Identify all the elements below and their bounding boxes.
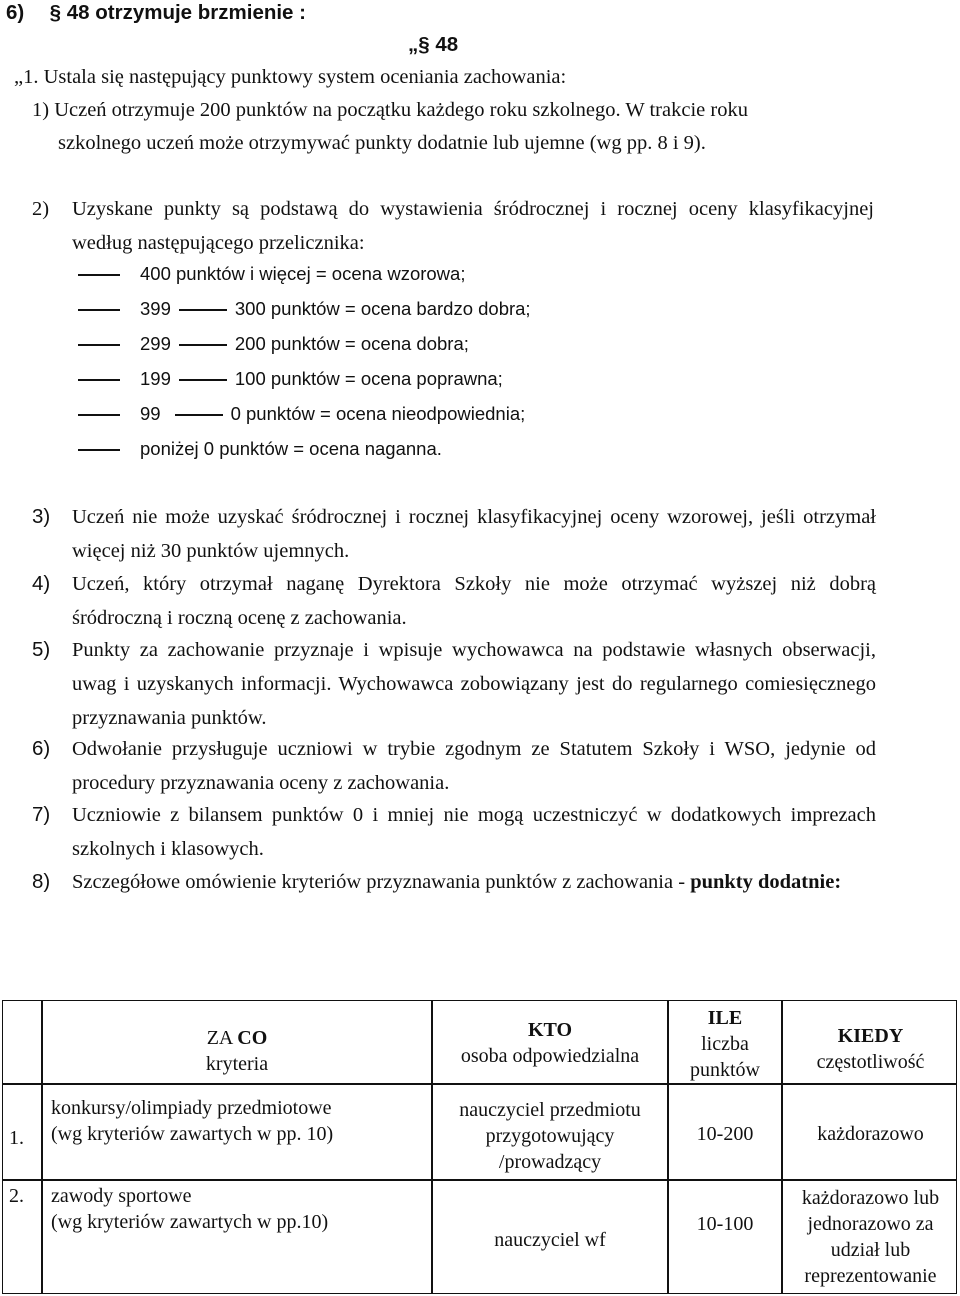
point8-text: Szczegółowe omówienie kryteriów przyznawania punktów z zachowania - punkty dodatnie: xyxy=(72,871,842,893)
intro-line: „1. Ustala się następujący punktowy system oceniania zachowania: xyxy=(14,66,567,88)
point7-text: Uczniowie z bilansem punktów 0 i mniej nie mogą uczestniczyć w dodatkowych imprezach szkolnych i klasowych. xyxy=(72,804,876,860)
scale-item-2: 399 300 punktów = ocena bardzo dobra; xyxy=(140,298,531,319)
dash-3 xyxy=(78,344,120,346)
criteria-table xyxy=(2,1000,957,1294)
point3-text: Uczeń nie może uzyskać śródrocznej i rocznej klasyfikacyjnej oceny wzorowej, jeśli otrzymał więcej niż 30 punktów ujemnych. xyxy=(72,506,876,562)
heading-section-sign: § xyxy=(49,1,62,24)
scale-item-3: 299 200 punktów = ocena dobra; xyxy=(140,333,469,354)
dash-5 xyxy=(78,414,120,416)
point6-text: Odwołanie przysługuje uczniowi w trybie zgodnym ze Statutem Szkoły i WSO, jedynie od procedury przyznawania oceny z zachowania. xyxy=(72,738,876,794)
scale-item-5: 99 0 punktów = ocena nieodpowiednia; xyxy=(140,403,526,424)
point2-number: 2) xyxy=(32,198,50,220)
heading-text: 48 otrzymuje brzmienie : xyxy=(66,1,306,24)
row2-who: nauczyciel wf xyxy=(494,1229,606,1251)
point3-number: 3) xyxy=(32,505,51,528)
point4-number: 4) xyxy=(32,572,51,595)
scale-item-6: poniżej 0 punktów = ocena naganna. xyxy=(140,438,442,459)
dash-6 xyxy=(78,449,120,451)
point1-line2: szkolnego uczeń może otrzymywać punkty dodatnie lub ujemne (wg pp. 8 i 9). xyxy=(58,132,706,154)
dash-1 xyxy=(78,274,120,276)
header-ile: ILE liczba punktów xyxy=(690,1007,760,1081)
header-kiedy: KIEDY częstotliwość xyxy=(816,1025,925,1073)
dash-2 xyxy=(78,309,120,311)
header-co: ZA CO kryteria xyxy=(205,1027,269,1075)
point6-number: 6) xyxy=(32,737,51,760)
scale-item-4: 199 100 punktów = ocena poprawna; xyxy=(140,368,503,389)
point5-text: Punkty za zachowanie przyznaje i wpisuje wychowawca na podstawie własnych obserwacji, uwag i uzyskanych informacji. Wychowawca zobowiązany jest do regularnego comiesięcznego przyznawania punktów. xyxy=(72,639,876,729)
heading-number: 6) xyxy=(6,1,25,24)
point1-line1: 1) Uczeń otrzymuje 200 punktów na początku każdego roku szkolnego. W trakcie roku xyxy=(32,99,748,121)
row1-who: nauczyciel przedmiotu przygotowujący /prowadzący xyxy=(459,1099,641,1173)
point8-number: 8) xyxy=(32,870,51,893)
section-heading xyxy=(6,0,306,26)
point8-bold: punkty dodatnie: xyxy=(690,871,842,893)
row2-points: 10-100 xyxy=(696,1213,754,1235)
row2-lp: 2. xyxy=(9,1185,24,1207)
point4-text: Uczeń, który otrzymał naganę Dyrektora Szkoły nie może otrzymać wyższej niż dobrą śródroczną i roczną ocenę z zachowania. xyxy=(72,573,876,629)
row1-criteria: konkursy/olimpiady przedmiotowe (wg kryteriów zawartych w pp. 10) xyxy=(51,1097,334,1145)
scale-item-1: 400 punktów i więcej = ocena wzorowa; xyxy=(140,263,466,284)
row2-criteria: zawody sportowe (wg kryteriów zawartych w pp.10) xyxy=(51,1185,329,1233)
point7-number: 7) xyxy=(32,803,51,826)
row2-when: każdorazowo lub jednorazowo za udział lub reprezentowanie xyxy=(801,1187,940,1287)
row1-when: każdorazowo xyxy=(817,1123,924,1145)
dash-4 xyxy=(78,379,120,381)
row1-points: 10-200 xyxy=(696,1123,754,1145)
row1-lp: 1. xyxy=(9,1127,24,1149)
header-kto: KTO osoba odpowiedzialna xyxy=(460,1019,640,1067)
quote-section: „§ 48 xyxy=(408,33,459,56)
point2-text: Uzyskane punkty są podstawą do wystawienia śródrocznej i rocznej oceny klasyfikacyjnej według następującego przelicznika: xyxy=(72,198,874,254)
point5-number: 5) xyxy=(32,638,51,661)
